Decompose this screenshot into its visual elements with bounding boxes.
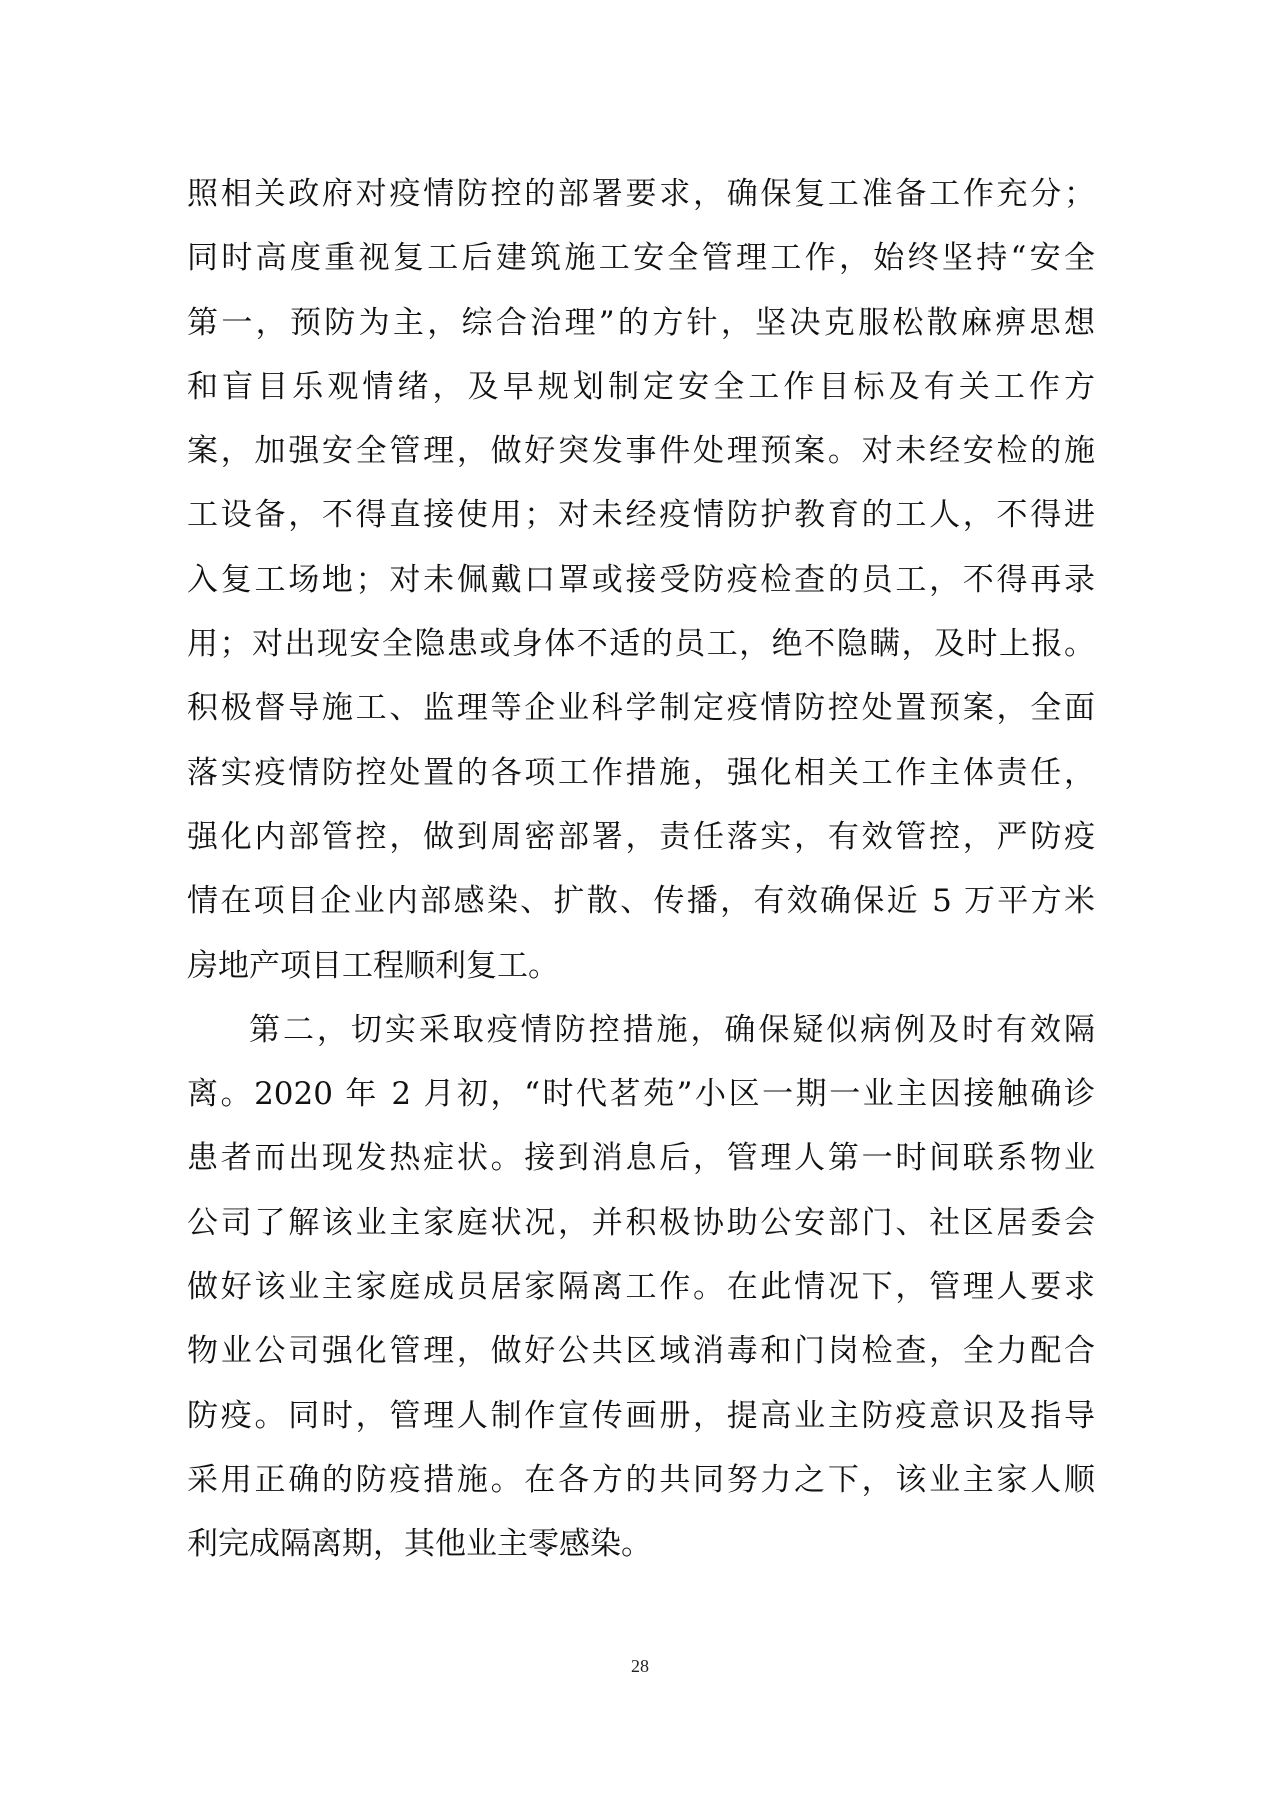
text-line: 工设备，不得直接使用；对未经疫情防护教育的工人，不得进 [187,497,1095,534]
text-line: 同时高度重视复工后建筑施工安全管理工作，始终坚持“安全 [187,240,1095,277]
text-line: 物业公司强化管理，做好公共区域消毒和门岗检查，全力配合 [187,1333,1095,1370]
text-line: 和盲目乐观情绪，及早规划制定安全工作目标及有关工作方 [187,368,1095,405]
text-line: 案，加强安全管理，做好突发事件处理预案。对未经安检的施 [187,433,1095,470]
text-line: 利完成隔离期，其他业主零感染。 [187,1526,652,1563]
page-number: 28 [631,1656,649,1676]
text-line: 落实疫情防控处置的各项工作措施，强化相关工作主体责任， [187,754,1095,791]
text-line: 公司了解该业主家庭状况，并积极协助公安部门、社区居委会 [187,1204,1095,1241]
text-line: 患者而出现发热症状。接到消息后，管理人第一时间联系物业 [187,1140,1095,1177]
text-line: 做好该业主家庭成员居家隔离工作。在此情况下，管理人要求 [187,1269,1095,1306]
text-line: 用；对出现安全隐患或身体不适的员工，绝不隐瞒，及时上报。 [187,626,1095,663]
body-text [187,162,1095,1577]
text-line: 第一，预防为主，综合治理”的方针，坚决克服松散麻痹思想 [187,304,1095,341]
text-line: 房地产项目工程顺利复工。 [187,947,559,984]
text-line: 防疫。同时，管理人制作宣传画册，提高业主防疫意识及指导 [187,1397,1095,1434]
text-line: 积极督导施工、监理等企业科学制定疫情防控处置预案，全面 [187,690,1095,727]
text-line: 强化内部管控，做到周密部署，责任落实，有效管控，严防疫 [187,818,1095,855]
text-line: 离。2020 年 2 月初，“时代茗苑”小区一期一业主因接触确诊 [187,1076,1095,1113]
text-line: 情在项目企业内部感染、扩散、传播，有效确保近 5 万平方米 [187,883,1095,920]
text-line: 照相关政府对疫情防控的部署要求，确保复工准备工作充分； [187,176,1095,212]
text-line: 采用正确的防疫措施。在各方的共同努力之下，该业主家人顺 [187,1461,1095,1498]
text-line: 入复工场地；对未佩戴口罩或接受防疫检查的员工，不得再录 [187,561,1095,598]
text-line: 第二，切实采取疫情防控措施，确保疑似病例及时有效隔 [249,1011,1095,1048]
